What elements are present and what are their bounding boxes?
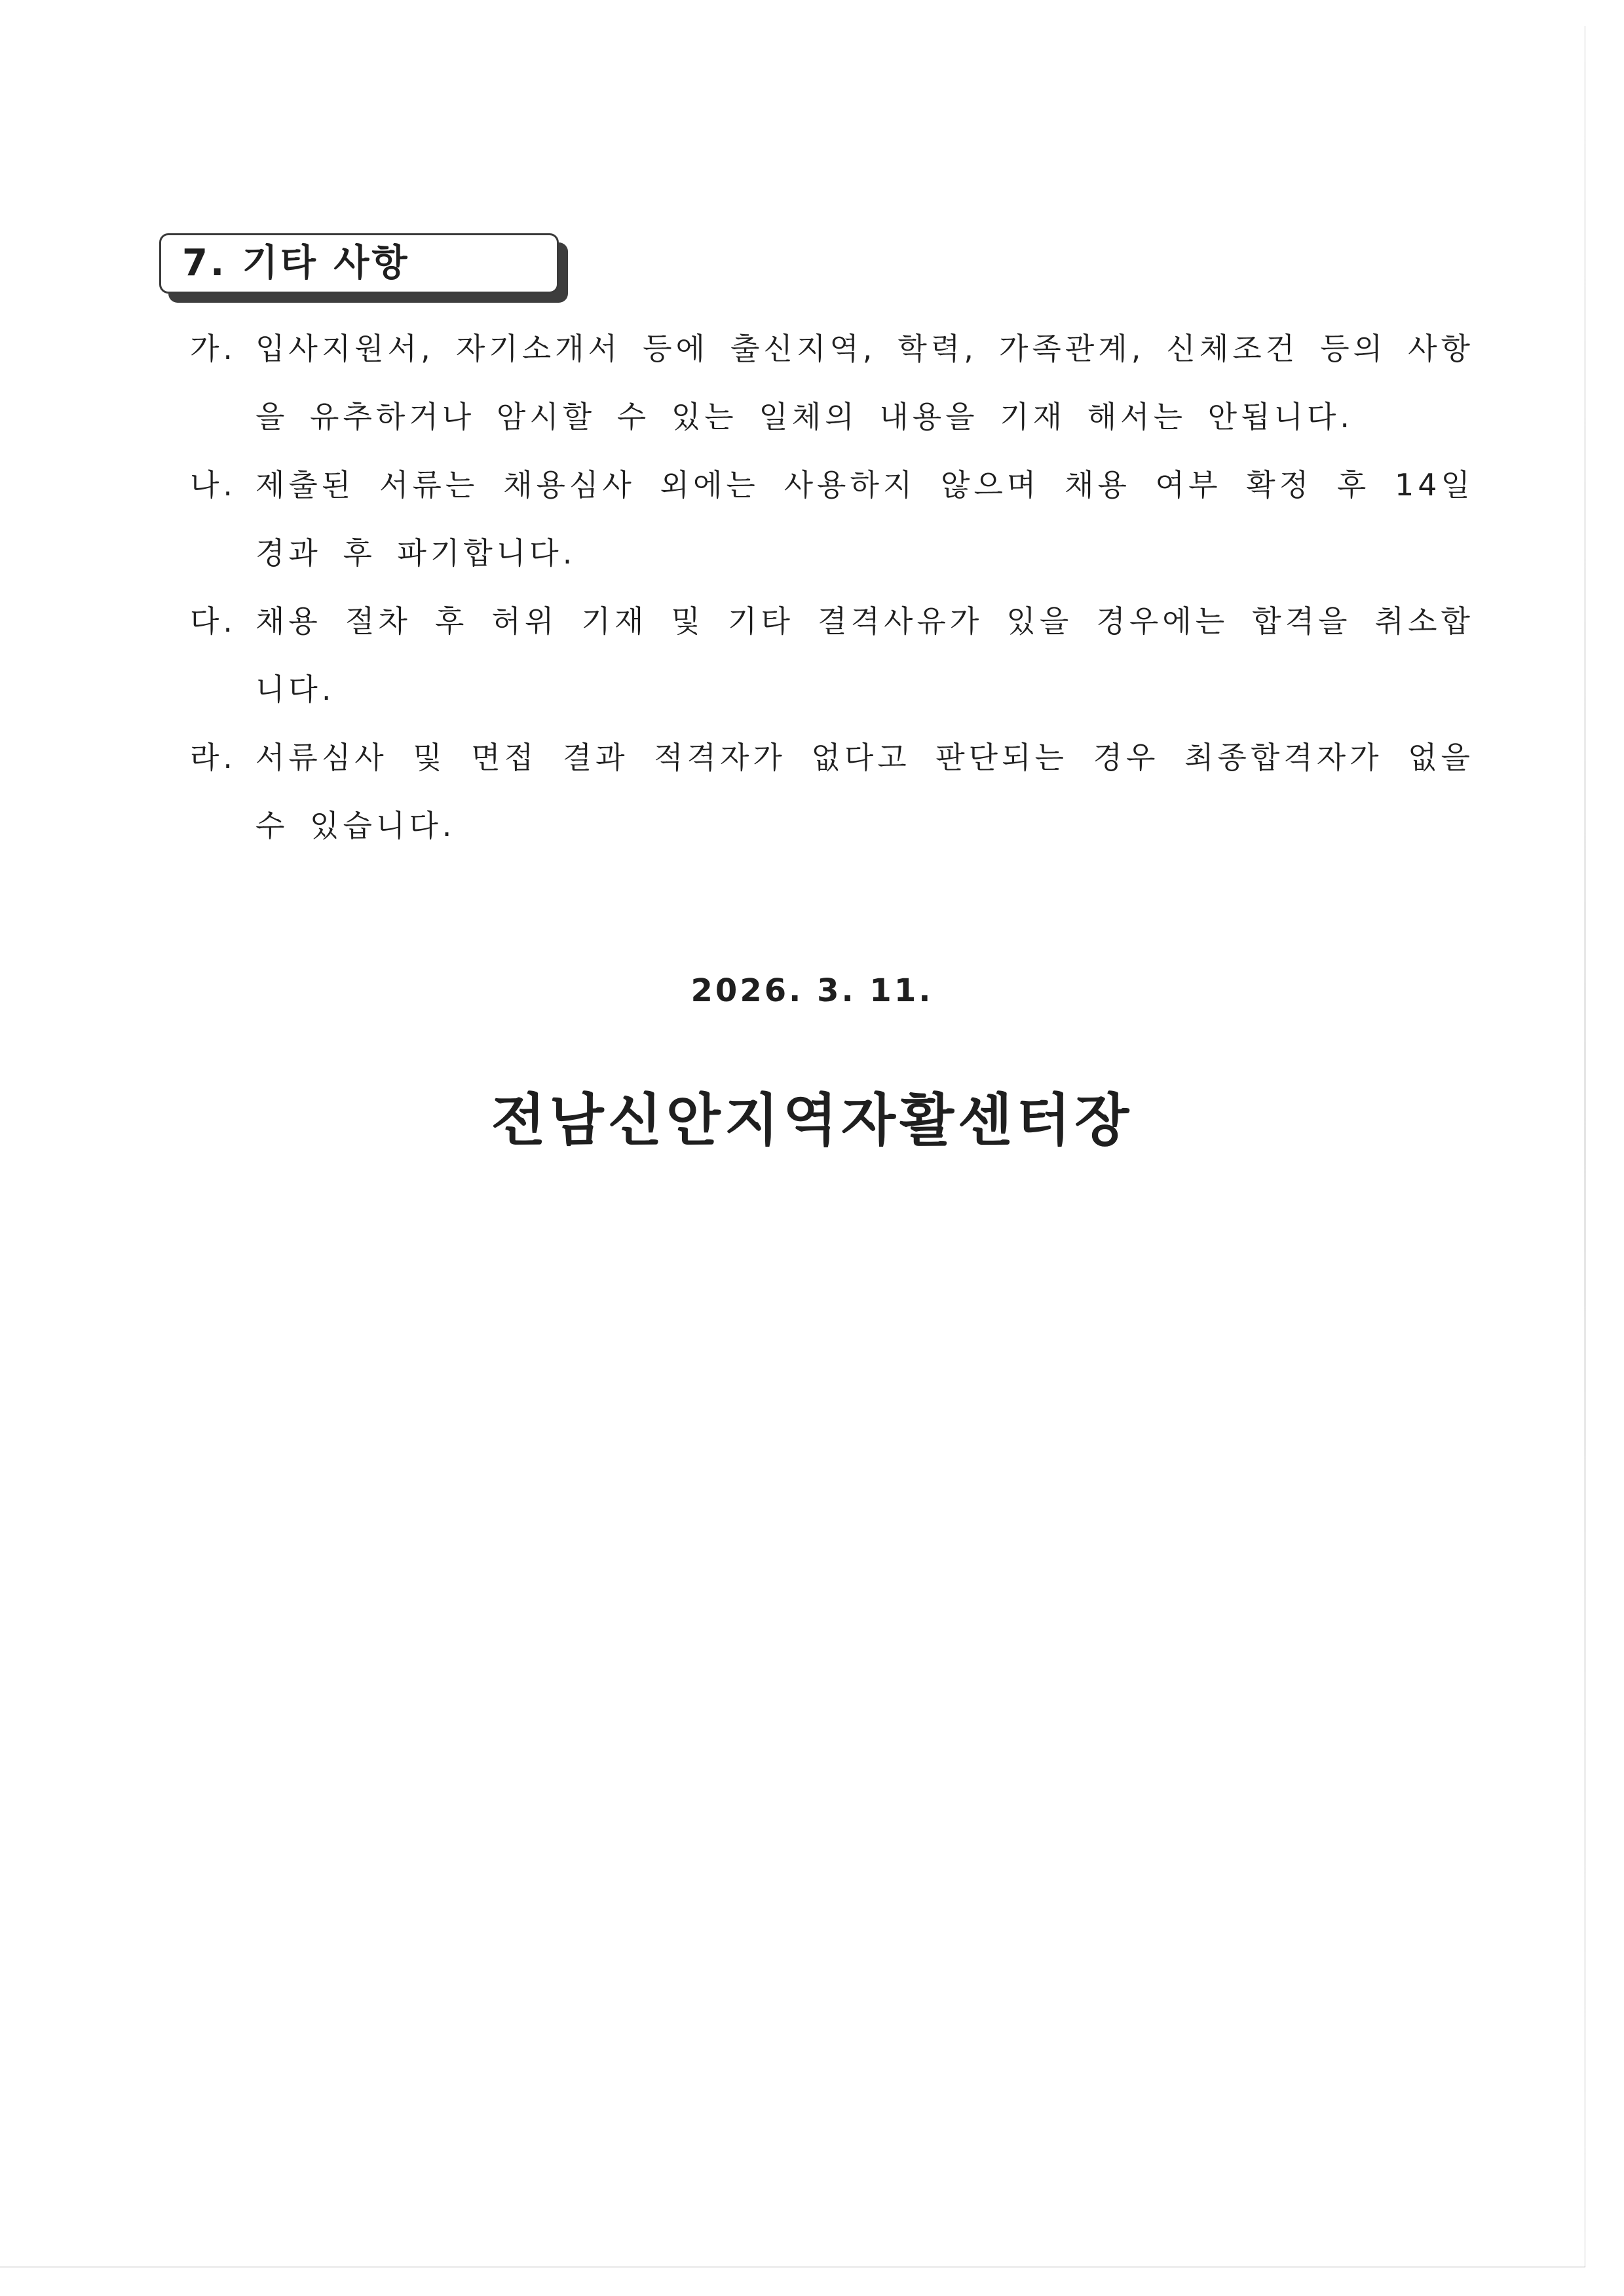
list-item-text: 서류심사 및 면접 결과 적격자가 없다고 판단되는 경우 최종합격자가 없을 수 있습니다. — [255, 740, 1474, 843]
list-item — [190, 587, 1474, 723]
list-item-text: 입사지원서, 자기소개서 등에 출신지역, 학력, 가족관계, 신체조건 등의 사항을 유추하거나 암시할 수 있는 일체의 내용을 기재 해서는 안됩니다. — [255, 331, 1474, 434]
section-title: 7. 기타 사항 — [182, 242, 410, 284]
list-item-marker: 가. — [190, 331, 237, 366]
list-item-text: 제출된 서류는 채용심사 외에는 사용하지 않으며 채용 여부 확정 후 14일 경과 후 파기합니다. — [255, 467, 1474, 571]
list-item — [190, 723, 1474, 860]
notice-list — [190, 315, 1474, 860]
list-item — [190, 451, 1474, 587]
scan-edge-bottom — [0, 2266, 1585, 2268]
list-item-marker: 다. — [190, 603, 237, 639]
list-item-marker: 나. — [190, 467, 237, 503]
issue-date: 2026. 3. 11. — [690, 972, 934, 1009]
list-item-text: 채용 절차 후 허위 기재 및 기타 결격사유가 있을 경우에는 합격을 취소합니다. — [255, 603, 1474, 707]
list-item-marker: 라. — [190, 740, 237, 775]
list-item — [190, 315, 1474, 451]
signature-title: 전남신안지역자활센터장 — [491, 1087, 1133, 1153]
